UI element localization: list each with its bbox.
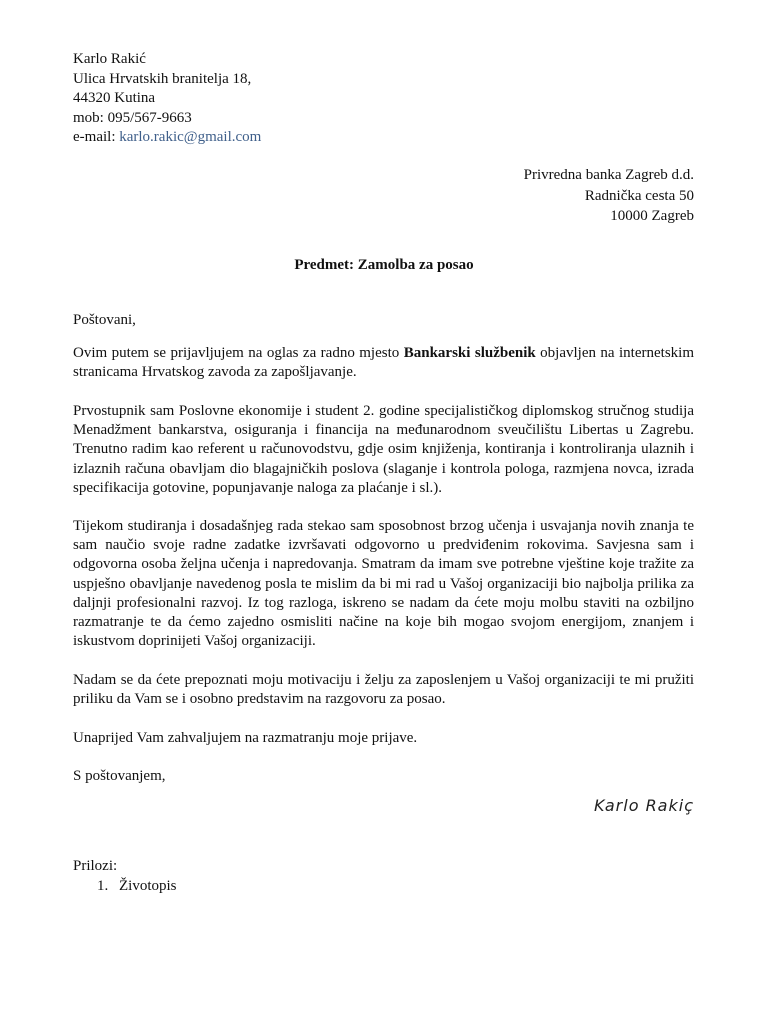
attachments-label: Prilozi: [73, 858, 118, 874]
sender-name: Karlo Rakić [73, 51, 146, 67]
recipient-street: Radnička cesta 50 [584, 187, 694, 204]
paragraph-motivation: Nadam se da ćete prepoznati moju motivaciju i želju za zaposlenjem u Vašoj organizaciji te mi pružiti priliku da Vam se i osobno predstavim na razgovoru za posao. [73, 672, 694, 708]
paragraph-application-end: objavljen na internetskim stranicama Hrvatskog zavoda za zapošljavanje. [73, 345, 694, 381]
paragraph-skills: Tijekom studiranja i dosadašnjeg rada stekao sam sposobnost brzog učenja i usvajanja novih znanja te sam naučio svoje radne zadatke izvršavati odgovorno u predviđenim rokovima. Savjesna sam i odgovorna osoba željna učenja i napredovanja. Smatram da imam sve potrebne vještine koje tražite za uspješno obavljanje navedenog posla te mislim da bi mi rad u Vašoj organizaciji bio najbolja prilika za daljnji profesionalni razvoj. Iz tog razloga, iskreno se nadam da ćete moju molbu staviti na ozbiljno razmatranje te da ćemo zajedno osmisliti načine na koje bih mogao svojom energijom, znanjem i iskustvom doprinijeti Vašoj organizaciji. [73, 518, 694, 650]
attachment-item [73, 876, 177, 896]
sender-street: Ulica Hrvatskih branitelja 18, [73, 70, 252, 87]
job-title: Bankarski službenik [403, 345, 536, 361]
letter-subject: Predmet: Zamolba za posao [294, 257, 474, 273]
recipient-address-block [524, 165, 694, 227]
attachment-number: 1. [97, 878, 109, 894]
attachments-block [73, 856, 177, 896]
sender-address-block [73, 50, 261, 148]
paragraph-thanks: Unaprijed Vam zahvaljujem na razmatranju moje prijave. [73, 730, 418, 746]
recipient-city: 10000 Zagreb [610, 208, 694, 224]
paragraph-education: Prvostupnik sam Poslovne ekonomije i student 2. godine specijalističkog diplomskog stručnog studija Menadžment bankarstva, osiguranja i financija na međunarodnom sveučilištu Libertas u Zagrebu. Trenutno radim kao referent u računovodstvu, gdje osim knjiženja, kontiranja i kontroliranja ulaznih i izlaznih računa obavljam dio blagajničkih poslova (slaganje i kontrola pologa, razmjena novca, izrada specifikacija gotovine, popunjavanje naloga za plaćanje i sl.). [73, 403, 694, 496]
sender-email-line [73, 128, 261, 148]
paragraph-application [73, 344, 694, 382]
sender-phone: mob: 095/567-9663 [73, 109, 192, 126]
signature: Karlo Rakiç [593, 796, 694, 815]
attachment-text: Životopis [119, 878, 177, 894]
sender-email-label: e-mail: [73, 129, 120, 145]
recipient-name: Privredna banka Zagreb d.d. [523, 167, 694, 183]
sender-email-link[interactable]: karlo.rakic@gmail.com [119, 129, 262, 145]
paragraph-application-start: Ovim putem se prijavljujem na oglas za radno mjesto [73, 345, 404, 361]
salutation: Poštovani, [73, 312, 136, 328]
sender-city: 44320 Kutina [73, 90, 156, 106]
closing: S poštovanjem, [73, 768, 166, 784]
